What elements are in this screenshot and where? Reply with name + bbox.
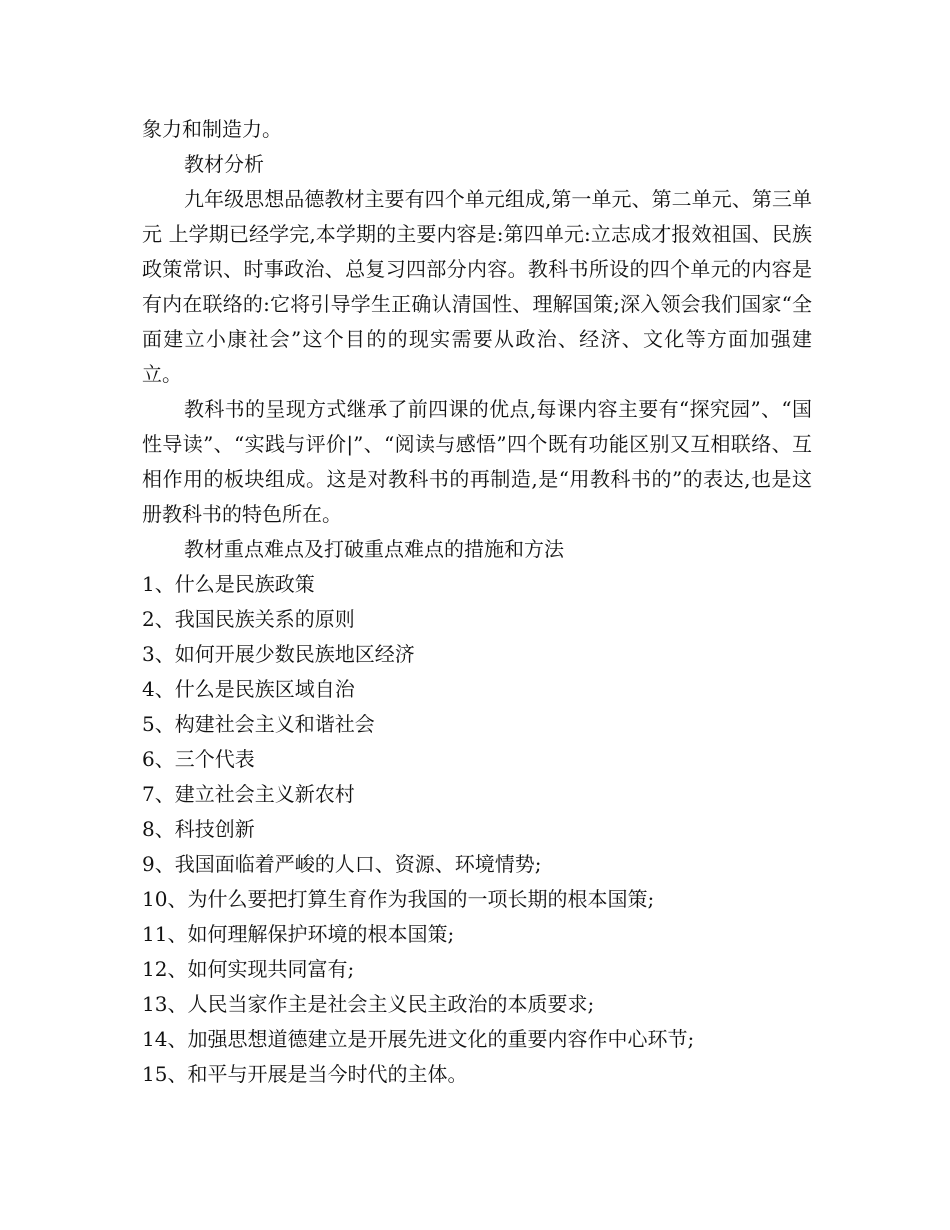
list-item: 1、什么是民族政策	[142, 572, 315, 596]
list-item: 9、我国面临着严峻的人口、资源、环境情势;	[142, 852, 542, 876]
list-item: 13、人民当家作主是社会主义民主政治的本质要求;	[142, 992, 595, 1016]
list-item: 11、如何理解保护环境的根本国策;	[142, 922, 455, 946]
list-item: 8、科技创新	[142, 817, 255, 841]
list-item: 2、我国民族关系的原则	[142, 607, 355, 631]
list-item: 12、如何实现共同富有;	[142, 957, 355, 981]
list-item: 3、如何开展少数民族地区经济	[142, 642, 415, 666]
section-heading-key-points: 教材重点难点及打破重点难点的措施和方法	[184, 537, 564, 561]
paragraph-units: 九年级思想品德教材主要有四个单元组成,第一单元、第二单元、第三单元 上学期已经学完,本学期的主要内容是:第四单元:立志成才报效祖国、民族政策常识、时事政治、总复习四部分内容。教科书所设的四个单元的内容是有内在联络的:它将引导学生正确认清国性、理解国策;深入领会我们国家“全面建立小康社会”这个目的的现实需要从政治、经济、文化等方面加强建立。	[142, 187, 812, 386]
document-body	[142, 112, 812, 1092]
list-item: 10、为什么要把打算生育作为我国的一项长期的根本国策;	[142, 887, 655, 911]
list-item: 6、三个代表	[142, 747, 255, 771]
continuation-text: 象力和制造力。	[142, 117, 282, 141]
section-heading-analysis: 教材分析	[184, 152, 264, 176]
list-item: 7、建立社会主义新农村	[142, 782, 355, 806]
list-item: 5、构建社会主义和谐社会	[142, 712, 375, 736]
paragraph-presentation: 教科书的呈现方式继承了前四课的优点,每课内容主要有“探究园”、“国性导读”、“实践与评价|”、“阅读与感悟”四个既有功能区别又互相联络、互相作用的板块组成。这是对教科书的再制造,是“用教科书的”的表达,也是这册教科书的特色所在。	[142, 397, 812, 526]
list-item: 15、和平与开展是当今时代的主体。	[142, 1062, 468, 1086]
list-item: 14、加强思想道德建立是开展先进文化的重要内容作中心环节;	[142, 1027, 695, 1051]
list-item: 4、什么是民族区域自治	[142, 677, 355, 701]
